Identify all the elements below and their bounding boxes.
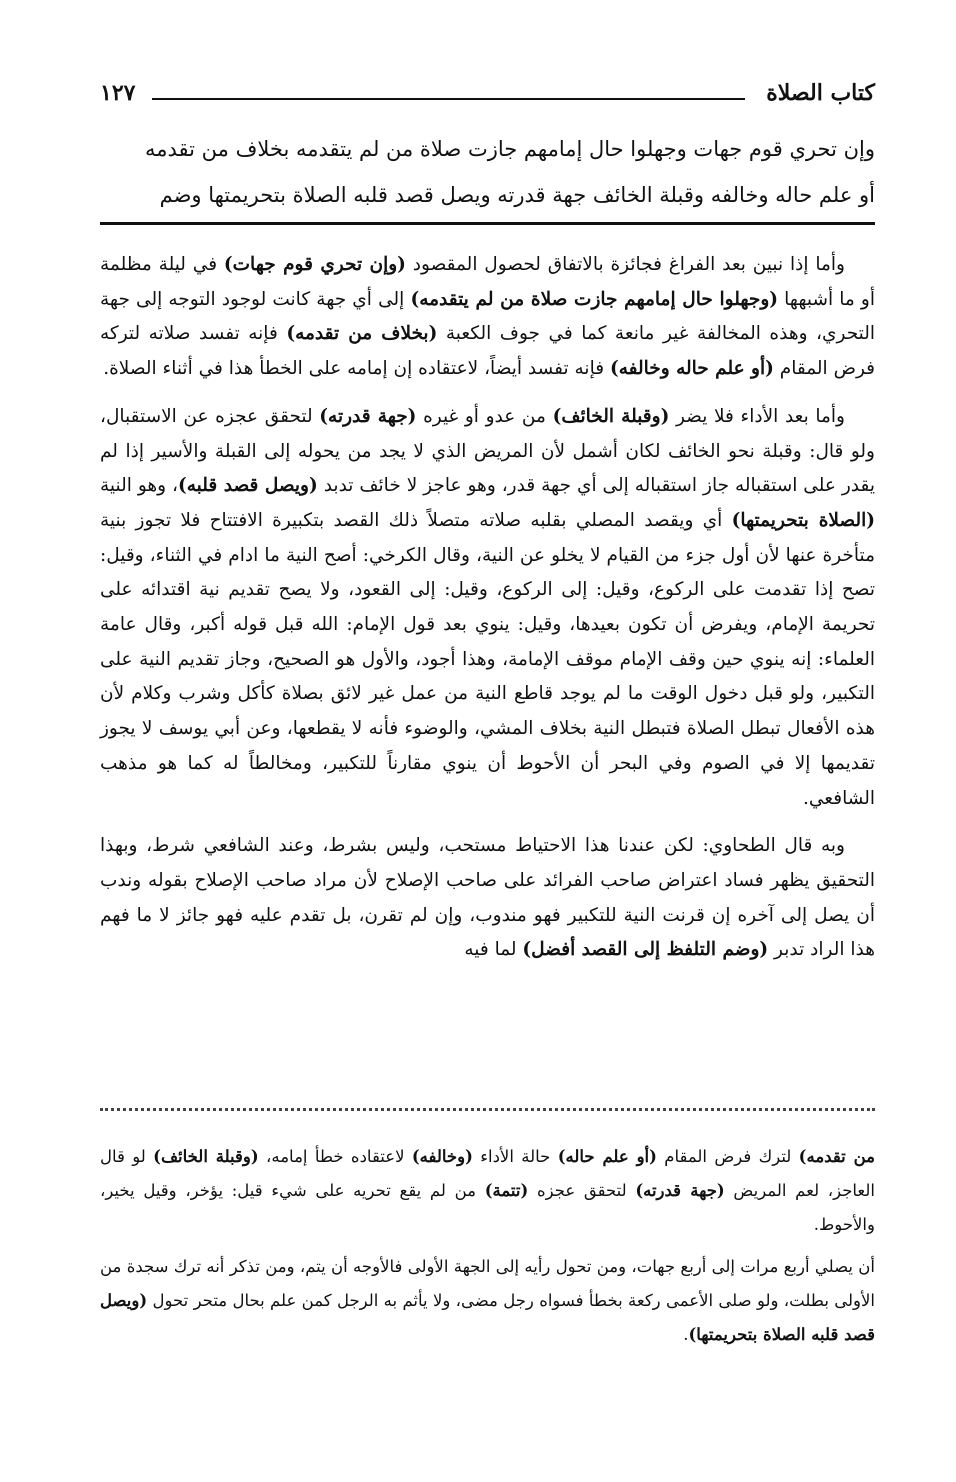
footnote-paragraph-2 — [100, 1250, 875, 1352]
quoted-matn: (بخلاف من تقدمه) — [286, 323, 438, 345]
text-run: لتحقق عجزه — [528, 1181, 636, 1200]
quoted-matn: (وإن تحري قوم جهات) — [223, 254, 406, 275]
text-run: فإنه تفسد صلاته لتركه فرض المقام — [100, 323, 875, 380]
text-run: لو قال العاجز، لعم المريض — [100, 1147, 875, 1200]
commentary-text — [100, 248, 875, 981]
quoted-matn: (ويصل قصد قلبه) — [178, 475, 318, 497]
matn-separator — [100, 222, 875, 225]
text-run: حالة الأداء — [472, 1147, 558, 1166]
text-run: من لم يقع تحريه على شيء قيل: يؤخر، وقيل يخير، والأحوط. — [100, 1181, 875, 1234]
text-run: فإنه تفسد أيضاً، لاعتقاده إن إمامه على الخطأ هذا في أثناء الصلاة. — [103, 358, 610, 380]
quoted-matn: (جهة قدرته) — [635, 1181, 725, 1200]
quoted-matn: (وخالفه) — [411, 1147, 473, 1166]
text-run: أن يصلي أربع مرات إلى أربع جهات، ومن تحول رأيه إلى الجهة الأولى فالأوجه أن يتم، ومن تذكر أنه ترك سجدة من الأولى بطلت، ولو صلى الأعمى ركعة بخطأ فسواه رجل مضى، ولا يأثم به الرجل كمن علم بحال متحر تحول — [100, 1257, 875, 1310]
text-run: لتحقق عجزه عن الاستقبال، ولو قال: وقبلة نحو الخائف لكان أشمل لأن المريض الذي لا يجد من يحوله إلى القبلة والأسير إذا لم يقدر على استقباله جاز استقباله إلى أي جهة قدر، وهو عاجز لا خائف تدبد — [100, 405, 875, 497]
text-run: لما فيه — [464, 939, 523, 961]
quoted-matn: (وقبلة الخائف) — [153, 1147, 259, 1166]
text-run: من عدو أو غيره — [416, 405, 553, 427]
commentary-paragraph-3 — [100, 829, 875, 968]
header-rule — [152, 98, 745, 100]
matn-text — [100, 126, 875, 218]
quoted-matn: (أو علم حاله) — [557, 1147, 657, 1166]
text-run: لترك فرض المقام — [656, 1147, 799, 1166]
text-run: . — [683, 1325, 689, 1344]
quoted-matn: (جهة قدرته) — [319, 405, 417, 427]
commentary-paragraph-2 — [100, 400, 875, 816]
matn-line-2: أو علم حاله وخالفه وقبلة الخائف جهة قدرته ويصل قصد قلبه الصلاة بتحريمتها وضم — [159, 183, 875, 207]
quoted-matn: (وقبلة الخائف) — [552, 405, 670, 427]
quoted-matn: (ويصل قصد قلبه الصلاة بتحريمتها) — [100, 1291, 875, 1344]
commentary-paragraph-1 — [100, 248, 875, 387]
footnote-separator — [100, 1108, 875, 1111]
text-run: وأما إذا نبين بعد الفراغ فجائزة بالاتفاق لحصول المقصود — [405, 254, 845, 275]
text-run: وبه قال الطحاوي: لكن عندنا هذا الاحتياط مستحب، وليس بشرط، وعند الشافعي شرط، وبهذا التحقيق يظهر فساد اعتراض صاحب الفرائد على صاحب الإصلاح لأن مراد صاحب الإصلاح بقوله وندب أن يصل إلى آخره إن قرنت النية للتكبير فهو مندوب، وإن لم تقرن، بل تقدم عليه فهو جائز لا ما فهم هذا الراد تدبر — [100, 835, 875, 961]
page-number: ١٢٧ — [100, 80, 136, 106]
text-run: وأما بعد الأداء فلا يضر — [669, 405, 845, 427]
quoted-matn: (تتمة) — [484, 1181, 529, 1200]
quoted-matn: من تقدمه) — [798, 1147, 875, 1166]
text-run: ، وهو النية — [100, 475, 178, 497]
footnotes-text — [100, 1140, 875, 1360]
chapter-title: كتاب الصلاة — [766, 80, 875, 106]
text-run: إلى أي جهة كانت لوجود التوجه إلى جهة التحري، وهذه المخالفة غير مانعة كما في جوف الكعبة — [100, 288, 876, 345]
text-run: لاعتقاده خطأ إمامه، — [258, 1147, 412, 1166]
running-header — [100, 78, 875, 108]
matn-line-1: وإن تحري قوم جهات وجهلوا حال إمامهم جازت صلاة من لم يتقدمه بخلاف من تقدمه — [145, 137, 875, 161]
text-run: أي ويقصد المصلي بقلبه صلاته متصلاً ذلك القصد بتكبيرة الافتتاح فلا تجوز بنية متأخرة عنها لأن أول جزء من القيام لا يخلو عن النية، وقال الكرخي: أصح النية ما ادام في الثناء، وقيل: تصح إذا تقدمت على الركوع، وقيل: إلى الركوع، وقيل: إلى القعود، ولا يصح تقديم نية اقتدائه على تحريمة الإمام، ويفرض أن تكون بعيدها، وقيل: ينوي بعد قول الإمام: الله قبل قوله أكبر، وقال عامة العلماء: إنه ينوي حين وقف الإمام موقف الإمامة، وهذا أجود، والأول هو الصحيح، وجاز تقديم النية على التكبير، ولو قبل دخول الوقت ما لم يوجد قاطع النية من عمل غير لائق بصلاة كأكل وشرب وكلام لأن هذه الأفعال تبطل الصلاة فتبطل النية بخلاف المشي، والوضوء فأنه لا يقطعها، وعن أبي يوسف لا يجوز تقديمها إلا في الصوم وفي البحر أن الأحوط أن ينوي مقارناً للتكبير، ومخالطاً له كما هو مذهب الشافعي. — [100, 509, 875, 809]
quoted-matn: (وضم التلفظ إلى القصد أفضل) — [522, 939, 769, 961]
quoted-matn: (الصلاة بتحريمتها) — [731, 509, 875, 531]
text-run: في ليلة مظلمة أو ما أشبهها — [100, 254, 875, 310]
footnote-paragraph-1 — [100, 1140, 875, 1242]
quoted-matn: (أو علم حاله وخالفه) — [609, 358, 774, 380]
quoted-matn: (وجهلوا حال إمامهم جازت صلاة من لم يتقدمه) — [410, 288, 779, 310]
